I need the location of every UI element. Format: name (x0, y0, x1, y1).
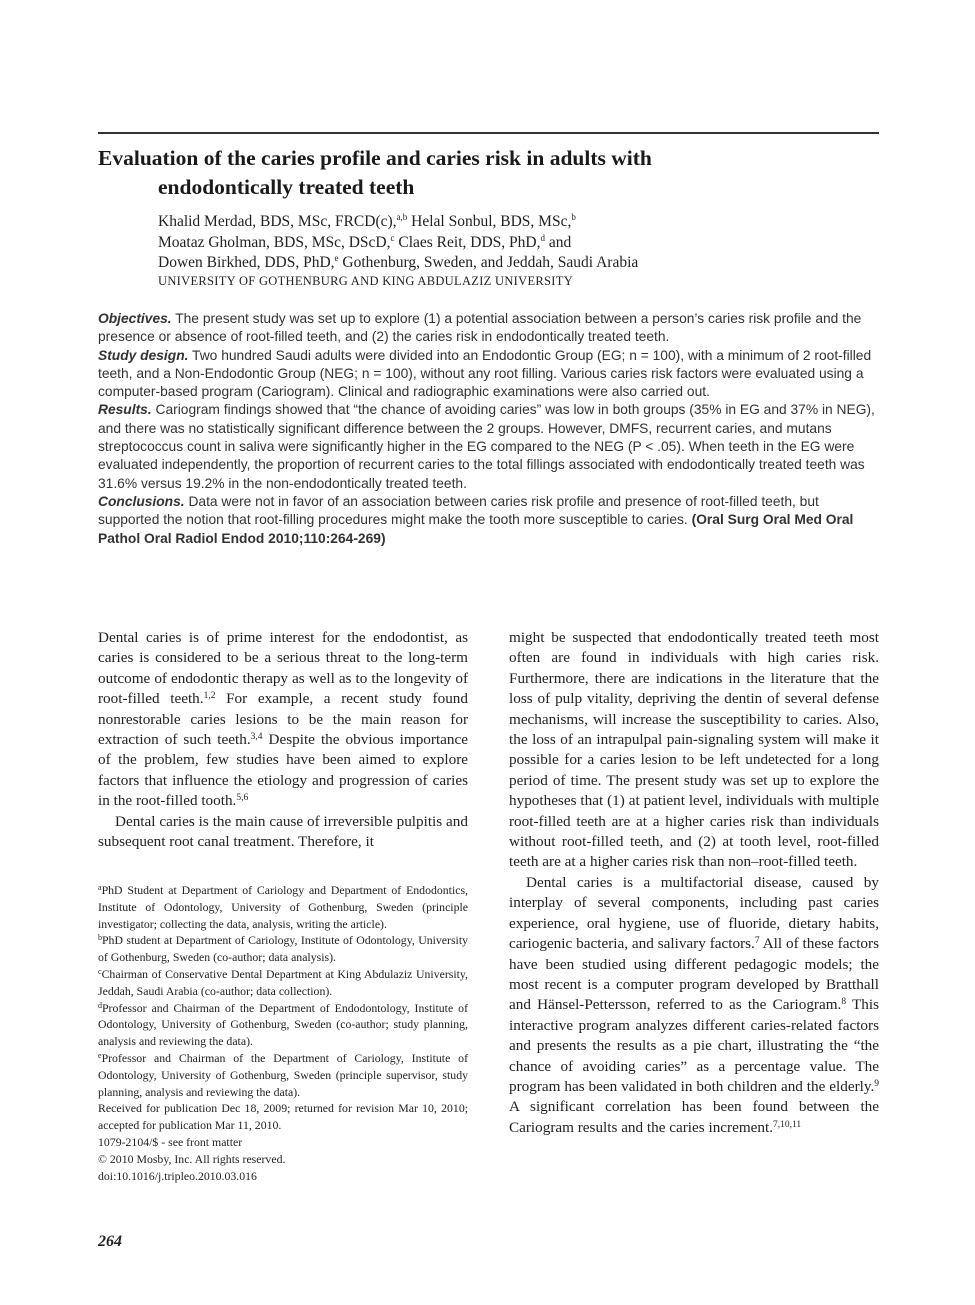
abstract-objectives (98, 310, 879, 347)
footnote-text: Professor and Chairman of the Department of Cariology, Institute of Odontology, University of Gothenburg, Sweden (principle supervisor, study planning, analysis and reviewing the data). (98, 1050, 468, 1099)
affiliation: UNIVERSITY OF GOTHENBURG AND KING ABDULAZIZ UNIVERSITY (158, 274, 574, 288)
body-column-right (509, 628, 879, 1138)
reference-link[interactable]: 5,6 (236, 793, 249, 804)
author-sup: a,b (396, 212, 408, 222)
author-conjunction: and (544, 233, 572, 251)
footnote-marker: a (98, 883, 102, 892)
abstract-study-design (98, 347, 879, 402)
footnote-marker: c (98, 966, 102, 976)
title-line-1: Evaluation of the caries profile and caries risk in adults with (98, 146, 652, 170)
doi: doi:10.1016/j.tripleo.2010.03.016 (98, 1168, 257, 1183)
author-sup: e (334, 253, 339, 263)
copyright: © 2010 Mosby, Inc. All rights reserved. (98, 1151, 286, 1166)
footnote-text: Chairman of Conservative Dental Department at King Abdulaziz University, Jeddah, Saudi Arabia (co-author; data collection). (98, 966, 468, 998)
footnote-text: PhD student at Department of Cariology, Institute of Odontology, University of Gothenburg, Sweden (co-author; data analysis). (98, 933, 468, 965)
conclusions-text: Data were not in favor of an association between caries risk profile and presence of root-filled teeth, but supported the notion that root-filling procedures might make the tooth more susceptible to caries. (98, 493, 819, 528)
body-paragraph (509, 873, 879, 1138)
reference-link[interactable]: 9 (874, 1078, 879, 1089)
abstract-results (98, 401, 879, 492)
author-sonbul: Helal Sonbul, BDS, MSc, (407, 213, 572, 230)
author-sup: d (540, 232, 545, 243)
body-text: Despite the obvious importance of the problem, few studies have been aimed to explore factors that influence the etiology and progression of caries in the root-filled tooth. (98, 731, 468, 810)
article-title (98, 144, 798, 202)
header-rule (98, 132, 879, 134)
footnote-marker: e (98, 1050, 102, 1060)
results-label: Results. (98, 402, 152, 418)
reference-link[interactable]: 8 (841, 997, 847, 1008)
abstract (98, 310, 879, 548)
footnote-marker: d (98, 1000, 102, 1010)
design-text: Two hundred Saudi adults were divided into an Endodontic Group (EG; n = 100), with a minimum of 2 root-filled teeth, and a Non-Endodontic Group (NEG; n = 100), without any root filling. Various caries risk factors were evaluated using a computer-based program (Cariogram). Clinical and radiographic examinations were also carried out. (98, 347, 872, 400)
title-line-2: endodontically treated teeth (158, 175, 415, 199)
objectives-label: Objectives. (98, 311, 172, 326)
body-text: Dental caries is of prime interest for the endodontist, as caries is considered to be a serious threat to the long-term outcome of endodontic therapy as well as to the longevity of root-filled teeth. (98, 629, 468, 708)
author-sup: b (571, 212, 576, 222)
author-birkhed: Dowen Birkhed, DDS, PhD, (158, 254, 335, 271)
author-reit: Claes Reit, DDS, PhD, (394, 233, 541, 251)
body-paragraph (98, 628, 468, 812)
author-sup: c (390, 232, 395, 243)
reference-link[interactable]: 1,2 (203, 691, 216, 702)
page-number: 264 (98, 1233, 122, 1250)
body-text: Dental caries is a multifactorial disease, caused by interplay of several components, including past caries experience, oral hygiene, use of fluoride, dietary habits, cariogenic bacteria, and salivary factors. (509, 873, 879, 953)
reference-link[interactable]: 7,10,11 (773, 1119, 802, 1130)
author-gholman: Moataz Gholman, BDS, MSc, DScD, (158, 233, 391, 251)
issn: 1079-2104/$ - see front matter (98, 1134, 243, 1149)
reference-link[interactable]: 3,4 (250, 732, 263, 743)
objectives-text: The present study was set up to explore (1) a potential association between a person’s caries risk profile and the presence or absence of root-filled teeth, and (2) the caries risk in endodontically treated teeth. (98, 311, 862, 345)
footnote-marker: b (98, 933, 102, 943)
body-column-left (98, 628, 468, 852)
reference-link[interactable]: 7 (754, 936, 760, 947)
footnote-d (98, 1000, 468, 1050)
body-text: This interactive program analyzes different caries-related factors and presents the results as a pie chart, illustrating the “the chance of avoiding caries” as a percentage value. The program has been validated in both children and the elderly. (509, 996, 879, 1095)
received-dates: Received for publication Dec 18, 2009; returned for revision Mar 10, 2010; accepted for publication Mar 11, 2010. (98, 1101, 468, 1133)
footnotes (98, 882, 468, 1184)
footnote-b (98, 932, 468, 966)
body-text: All of these factors have been studied using different pedagogic models; the most recent is a computer program developed by Bratthall and Hänsel-Pettersson, referred to as the Cariogram. (509, 935, 879, 1014)
body-paragraph: Dental caries is the main cause of irreversible pulpitis and subsequent root canal treatment. Therefore, it (98, 812, 468, 851)
body-paragraph: might be suspected that endodontically treated teeth most often are found in individuals with high caries risk. Furthermore, there are indications in the literature that the loss of pulp vitality, depriving the dentin of several defense mechanisms, will increase the susceptibility to caries. Also, the loss of an intrapulpal pain-signaling system will make it possible for a caries lesion to be left undetected for a long period of time. The present study was set up to explore the hypotheses that (1) at patient level, individuals with multiple root-filled teeth are at a higher caries risk than individuals without root-filled teeth, and (2) at tooth level, root-filled teeth are at a higher caries risk than non–root-filled teeth. (509, 629, 879, 871)
footnote-a (98, 882, 468, 932)
abstract-conclusions (98, 493, 879, 548)
footnote-c (98, 966, 468, 1000)
author-location: Gothenburg, Sweden, and Jeddah, Saudi Arabia (338, 254, 639, 271)
journal-citation: (Oral Surg Oral Med Oral Pathol Oral Radiol Endod 2010;110:264-269) (98, 512, 854, 546)
design-label: Study design. (98, 347, 189, 363)
author-list (158, 212, 878, 274)
body-text: A significant correlation has been found between the Cariogram results and the caries increment. (509, 1098, 879, 1136)
results-text: Cariogram findings showed that “the chance of avoiding caries” was low in both groups (35% in EG and 37% in NEG), and there was no statistically significant difference between the 2 groups. However, DMFS, recurrent caries, and mutans streptococcus count in saliva were significantly higher in the EG compared to the NEG (P < .05). When teeth in the EG were evaluated independently, the proportion of recurrent caries to the total fillings associated with endodontically treated teeth was 31.6% versus 19.2% in the non-endodontically treated teeth. (98, 402, 875, 491)
footnote-e (98, 1050, 468, 1100)
footnote-text: PhD Student at Department of Cariology and Department of Endodontics, Institute of Odontology, University of Gothenburg, Sweden (principle investigator; collecting the data, analysis, writing the article). (98, 883, 468, 931)
author-merdad: Khalid Merdad, BDS, MSc, FRCD(c), (158, 213, 397, 230)
footnote-text: Professor and Chairman of the Department of Endodontology, Institute of Odontology, University of Gothenburg, Sweden (co-author; study planning, analysis and reviewing the data). (98, 1000, 468, 1049)
conclusions-label: Conclusions. (98, 493, 185, 509)
body-text: For example, a recent study found nonrestorable caries lesions to be the main reason for extraction of such teeth. (98, 690, 468, 749)
